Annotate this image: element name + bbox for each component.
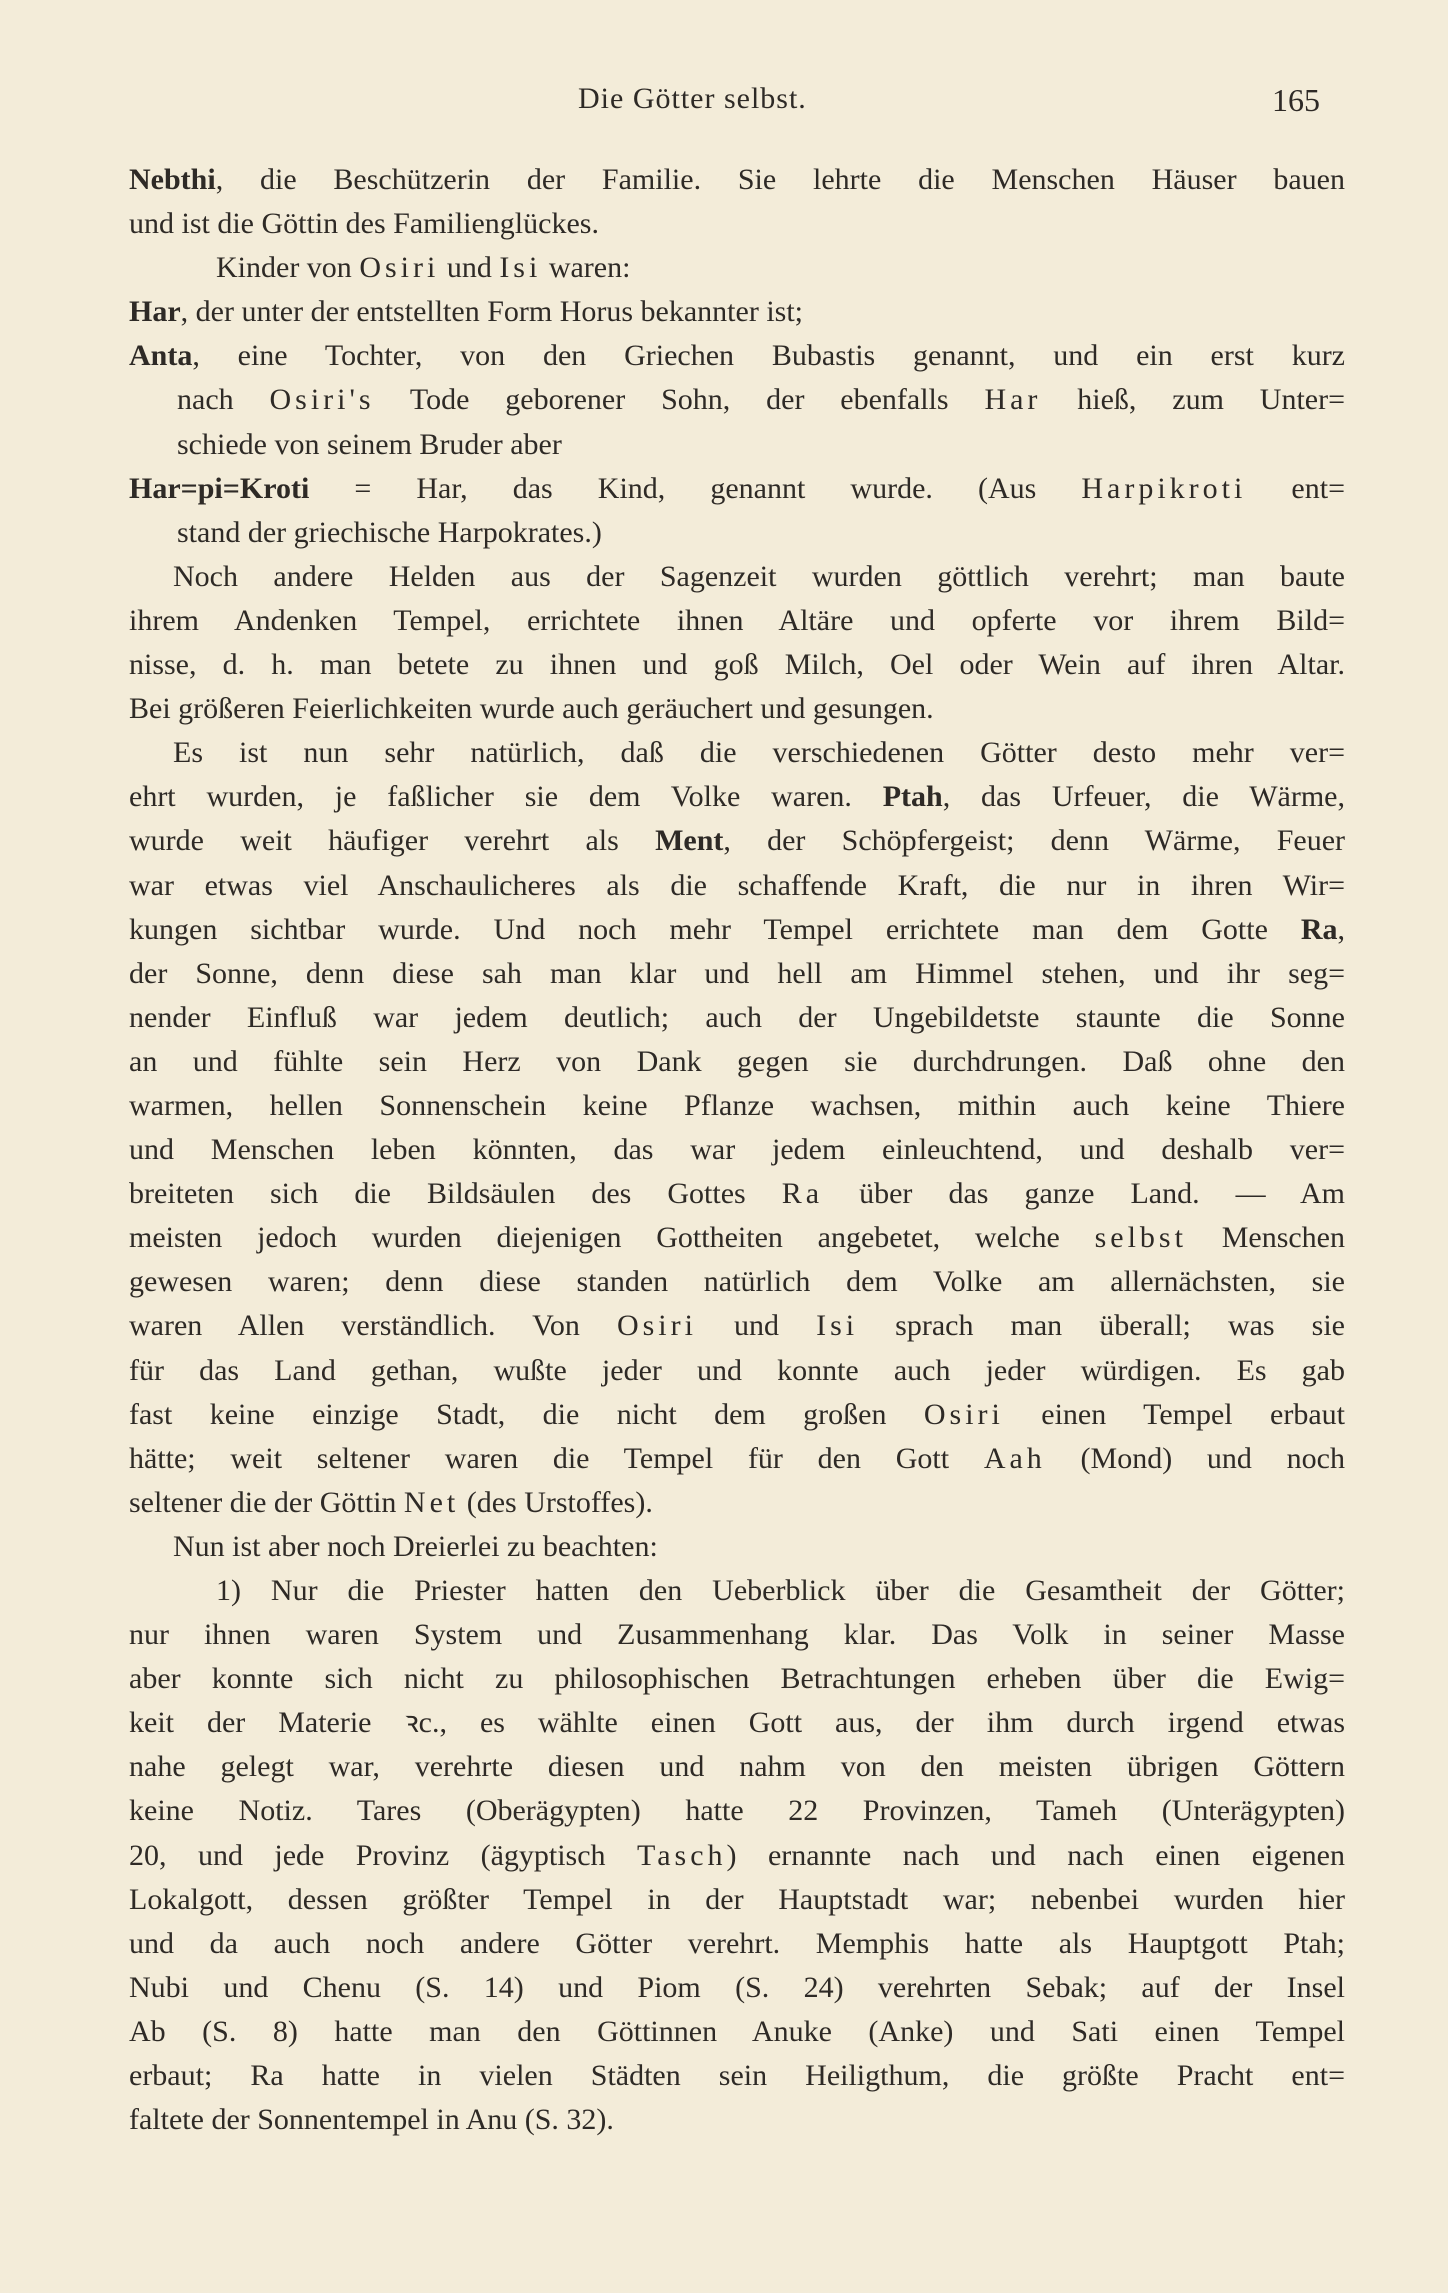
text-segment: waren: — [541, 251, 631, 285]
text-segment: , die Beschützerin der Familie. Sie lehrte die Menschen Häuser bauen — [215, 163, 1345, 196]
text-segment: (Mond) und noch — [1045, 1441, 1345, 1475]
text-line — [129, 1304, 1345, 1348]
text-segment: über das ganze Land. — Am — [823, 1177, 1345, 1211]
text-segment: keine Notiz. Tares (Oberägypten) hatte 22 Provinzen, Tameh (Unterägypten) — [129, 1794, 1345, 1828]
text-segment: und ist die Göttin des Familienglückes. — [129, 207, 599, 241]
text-line — [129, 952, 1345, 996]
spaced-term: Isi — [816, 1309, 859, 1343]
text-line — [129, 1481, 1345, 1525]
text-line — [129, 1260, 1345, 1304]
text-segment: und Menschen leben könnten, das war jedem einleuchtend, und deshalb ver= — [129, 1133, 1345, 1167]
text-segment: kungen sichtbar wurde. Und noch mehr Tempel errichtete man dem Gotte — [129, 912, 1301, 946]
text-segment: nahe gelegt war, verehrte diesen und nahm von den meisten übrigen Göttern — [129, 1750, 1345, 1784]
text-line — [129, 334, 1345, 378]
text-line — [129, 1216, 1345, 1260]
text-line — [129, 908, 1345, 952]
text-segment: 20, und jede Provinz (ägyptisch — [129, 1838, 637, 1872]
text-segment: war etwas viel Anschaulicheres als die schaffende Kraft, die nur in ihren Wir= — [129, 868, 1345, 902]
spaced-term: Tasch — [637, 1838, 727, 1872]
text-segment: Lokalgott, dessen größter Tempel in der Hauptstadt war; nebenbei wurden hier — [129, 1882, 1345, 1916]
text-line — [129, 158, 1345, 202]
text-line — [129, 1922, 1345, 1966]
body-text — [0, 158, 1448, 2142]
text-line — [129, 2098, 1345, 2142]
text-segment: nender Einfluß war jedem deutlich; auch der Ungebildetste staunte die Sonne — [129, 1000, 1345, 1034]
text-segment: Bei größeren Feierlichkeiten wurde auch geräuchert und gesungen. — [129, 692, 934, 726]
text-segment: = Har, das Kind, genannt wurde. (Aus — [309, 471, 1082, 505]
text-segment: breiteten sich die Bildsäulen des Gottes — [129, 1177, 782, 1211]
text-segment: an und fühlte sein Herz von Dank gegen sie durchdrungen. Daß ohne den — [129, 1044, 1345, 1078]
text-segment: sprach man überall; was sie — [858, 1309, 1345, 1343]
text-segment: seltener die der Göttin — [129, 1485, 404, 1519]
text-line — [129, 1657, 1345, 1701]
text-segment: für das Land gethan, wußte jeder und konnte auch jeder würdigen. Es gab — [129, 1353, 1345, 1387]
text-line — [173, 1525, 1345, 1569]
text-segment: ent= — [1246, 471, 1345, 505]
text-line — [129, 290, 1345, 334]
text-line — [173, 731, 1345, 775]
text-line — [129, 2054, 1345, 2098]
page-number: 165 — [1272, 82, 1320, 118]
text-segment: Nun ist aber noch Dreierlei zu beachten: — [173, 1529, 658, 1563]
text-line — [129, 1834, 1345, 1878]
text-segment: (des Urstoffes). — [459, 1485, 653, 1519]
text-segment: waren Allen verständlich. Von — [129, 1309, 617, 1343]
text-segment: ehrt wurden, je faßlicher sie dem Volke waren. — [129, 780, 883, 814]
text-line — [129, 996, 1345, 1040]
text-line — [129, 1393, 1345, 1437]
text-line — [129, 467, 1345, 511]
spaced-term: Net — [403, 1485, 460, 1519]
text-line — [216, 246, 1345, 290]
text-segment: ihrem Andenken Tempel, errichtete ihnen Altäre und opferte vor ihrem Bild= — [129, 603, 1345, 637]
text-segment: hieß, zum Unter= — [1041, 383, 1345, 417]
text-segment: meisten jedoch wurden diejenigen Gottheiten angebetet, welche — [129, 1221, 1095, 1255]
text-segment: , eine Tochter, von den Griechen Bubastis genannt, und ein erst kurz — [192, 339, 1345, 373]
running-title: Die Götter selbst. — [578, 82, 807, 115]
spaced-term: selbst — [1094, 1221, 1187, 1255]
text-segment: schiede von seinem Bruder aber — [177, 427, 562, 461]
running-header — [0, 82, 1448, 126]
text-segment: Es ist nun sehr natürlich, daß die verschiedenen Götter desto mehr ver= — [173, 736, 1345, 770]
text-segment: und — [696, 1309, 817, 1343]
bold-term: Ptah — [882, 780, 943, 814]
spaced-term: Aah — [983, 1441, 1046, 1475]
text-segment: Noch andere Helden aus der Sagenzeit wurden göttlich verehrt; man baute — [173, 559, 1345, 593]
text-segment: und da auch noch andere Götter verehrt. Memphis hatte als Hauptgott Ptah; — [129, 1926, 1345, 1960]
text-segment: ) ernannte nach und nach einen eigenen — [726, 1838, 1345, 1872]
text-segment: und — [439, 251, 500, 285]
text-line — [129, 1745, 1345, 1789]
text-line — [129, 643, 1345, 687]
text-segment: nur ihnen waren System und Zusammenhang klar. Das Volk in seiner Masse — [129, 1618, 1345, 1652]
text-line — [129, 1172, 1345, 1216]
text-line — [129, 864, 1345, 908]
bold-term: Har=pi=Kroti — [129, 471, 310, 505]
text-segment: Kinder von — [216, 251, 360, 285]
text-segment: keit der Materie ꝛc., es wählte einen Gott aus, der ihm durch irgend etwas — [129, 1706, 1345, 1740]
text-segment: aber konnte sich nicht zu philosophischen Betrachtungen erheben über die Ewig= — [129, 1662, 1345, 1696]
text-segment: nach — [177, 383, 270, 417]
text-segment: faltete der Sonnentempel in Anu (S. 32). — [129, 2103, 614, 2137]
spaced-term: Osiri — [359, 251, 440, 285]
text-line — [129, 1878, 1345, 1922]
text-line — [129, 775, 1345, 819]
text-segment: , das Urfeuer, die Wärme, — [942, 780, 1345, 814]
bold-term: Ra — [1300, 912, 1338, 946]
text-line — [129, 1040, 1345, 1084]
spaced-term: Ra — [781, 1177, 824, 1211]
text-line — [177, 511, 1345, 555]
text-segment: Ab (S. 8) hatte man den Göttinnen Anuke (Anke) und Sati einen Tempel — [129, 2014, 1345, 2048]
bold-term: Ment — [655, 824, 724, 858]
text-line — [129, 1966, 1345, 2010]
text-line — [129, 599, 1345, 643]
text-line — [129, 1128, 1345, 1172]
text-line — [129, 1701, 1345, 1745]
text-segment: nisse, d. h. man betete zu ihnen und goß Milch, Oel oder Wein auf ihren Altar. — [129, 648, 1345, 682]
spaced-term: Osiri — [923, 1397, 1004, 1431]
text-segment: 1) Nur die Priester hatten den Ueberblick über die Gesamtheit der Götter; — [216, 1574, 1345, 1607]
text-line — [129, 1437, 1345, 1481]
text-line — [177, 423, 1345, 467]
text-segment: , — [1337, 912, 1345, 946]
text-line — [216, 1569, 1345, 1613]
text-segment: Menschen — [1186, 1221, 1345, 1255]
text-line — [173, 555, 1345, 599]
text-line — [129, 202, 1345, 246]
text-line — [177, 378, 1345, 422]
spaced-term: Harpikroti — [1081, 471, 1247, 505]
text-segment: der Sonne, denn diese sah man klar und hell am Himmel stehen, und ihr seg= — [129, 956, 1345, 990]
text-line — [129, 1349, 1345, 1393]
text-segment: warmen, hellen Sonnenschein keine Pflanze wachsen, mithin auch keine Thiere — [129, 1088, 1345, 1122]
text-line — [129, 2010, 1345, 2054]
text-segment: erbaut; Ra hatte in vielen Städten sein Heiligthum, die größte Pracht ent= — [129, 2059, 1345, 2093]
text-segment: fast keine einzige Stadt, die nicht dem großen — [129, 1397, 924, 1431]
text-segment: einen Tempel erbaut — [1003, 1397, 1345, 1431]
spaced-term: Osiri's — [269, 383, 375, 417]
text-line — [129, 819, 1345, 863]
text-line — [129, 1084, 1345, 1128]
text-segment: , der Schöpfergeist; denn Wärme, Feuer — [723, 824, 1345, 858]
text-line — [129, 687, 1345, 731]
text-segment: hätte; weit seltener waren die Tempel für den Gott — [129, 1441, 984, 1475]
spaced-term: Isi — [499, 251, 542, 285]
text-segment: gewesen waren; denn diese standen natürlich dem Volke am allernächsten, sie — [129, 1265, 1345, 1299]
text-segment: wurde weit häufiger verehrt als — [129, 824, 656, 858]
text-segment: Nubi und Chenu (S. 14) und Piom (S. 24) verehrten Sebak; auf der Insel — [129, 1970, 1345, 2004]
text-segment: Tode geborener Sohn, der ebenfalls — [374, 383, 985, 417]
bold-term: Nebthi — [129, 163, 216, 196]
bold-term: Anta — [129, 339, 193, 373]
text-segment: stand der griechische Harpokrates.) — [177, 515, 602, 549]
bold-term: Har — [129, 295, 181, 329]
text-segment: , der unter der entstellten Form Horus bekannter ist; — [180, 295, 803, 329]
spaced-term: Osiri — [616, 1309, 697, 1343]
text-line — [129, 1613, 1345, 1657]
text-line — [129, 1789, 1345, 1833]
spaced-term: Har — [984, 383, 1042, 417]
